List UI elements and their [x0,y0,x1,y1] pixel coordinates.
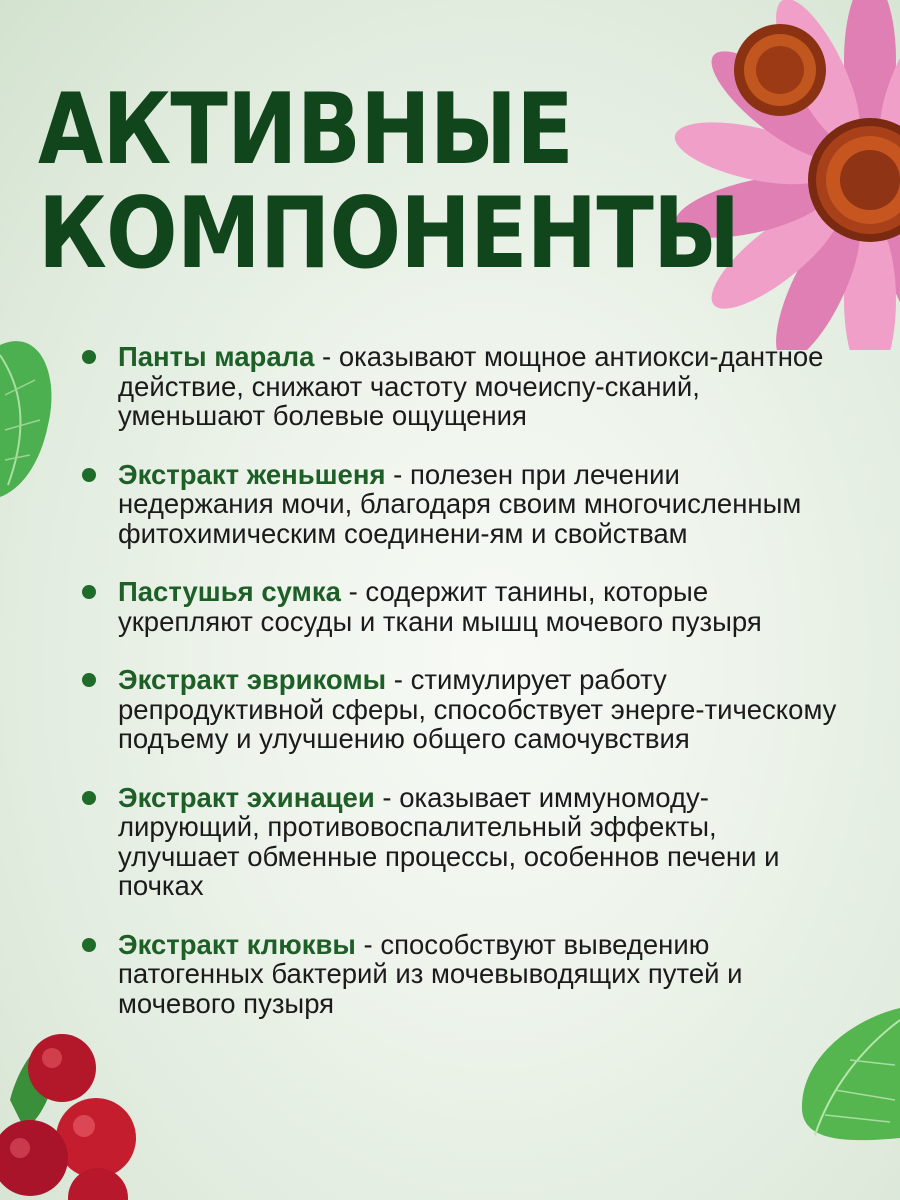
separator: - [385,458,410,490]
component-name: Экстракт эврикомы [118,664,387,695]
component-description: оказывают мощное антиокси-дантное действие, снижают частоту мочеиспу-сканий, уменьшают болевые ощущения [118,341,824,431]
component-description: стимулирует работу репродуктивной сферы, способствует энерге-тическому подъему и улучшению общего самочувствия [118,664,837,754]
mint-leaf-left-image [0,335,56,500]
title-line-2: КОМПОНЕНТЫ [38,177,740,291]
bullet-icon [82,673,96,687]
cranberries-image [0,1030,150,1200]
bullet-icon [82,468,96,482]
component-name: Экстракт эхинацеи [118,781,375,813]
title-line-1: АКТИВНЫЕ [38,73,573,187]
component-name: Пастушья сумка [118,576,341,607]
bullet-icon [82,791,96,805]
component-description: содержит танины, которые укрепляют сосуды и ткани мышц мочевого пузыря [118,576,762,637]
component-description: оказывает иммуномоду-лирующий, противовоспалительный эффекты, улучшает обменные процессы, особеннов печени и почках [118,781,780,901]
component-description: полезен при лечении недержания мочи, благодаря своим многочисленным фитохимическим соединени-ям и свойствам [118,458,802,549]
components-list [82,342,842,1047]
bullet-icon [82,585,96,599]
separator: - [374,781,400,813]
component-description: способствуют выведению патогенных бактерий из мочевыводящих путей и мочевого пузыря [118,928,743,1019]
page-title [38,73,740,291]
list-item [82,342,842,431]
list-item [82,577,842,636]
separator: - [340,576,366,607]
list-item [82,665,842,754]
component-name: Панты марала [118,341,315,372]
separator: - [314,341,339,372]
list-item [82,460,842,549]
component-name: Экстракт женьшеня [118,458,386,490]
list-item [82,783,842,901]
bullet-icon [82,938,96,952]
separator: - [386,664,411,695]
bullet-icon [82,350,96,364]
separator: - [355,928,381,960]
list-item [82,930,842,1019]
component-name: Экстракт клюквы [118,928,356,960]
